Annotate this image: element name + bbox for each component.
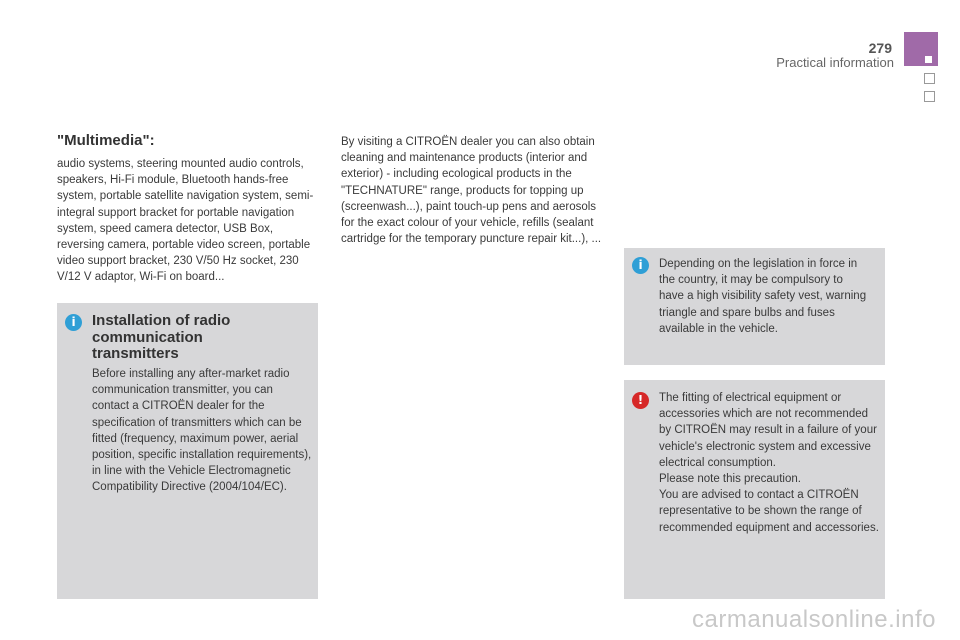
multimedia-heading: "Multimedia": [57,132,155,149]
warning-text [659,390,879,536]
accessories-text: By visiting a CITROËN dealer you can also obtain cleaning and maintenance products (interior and exterior) - including ecological products in the "TECHNATURE" range, products for topping up (screenwash...), paint touch-up pens and aerosols for the exact colour of your vehicle, refills (sealant cartridge for the temporary puncture repair kit...), ... [341,136,602,246]
legislation-text: Depending on the legislation in force in the country, it may be compulsory to have a high visibility safety vest, warning triangle and spare bulbs and fuses available in the vehicle. [659,258,867,335]
warning-line-1: The fitting of electrical equipment or accessories which are not recommended by CITROËN may result in a failure of your vehicle's electronic system and excessive electrical consumption. [659,392,877,469]
warning-icon: ! [632,392,649,409]
footer-watermark: carmanualsonline.info [692,606,936,633]
radio-box-heading: Installation of radio communication transmitters [92,312,231,362]
section-tab-marker [904,32,938,66]
section-title: Practical information [776,55,894,70]
tab-box-2 [924,91,935,102]
tab-box-1 [924,73,935,84]
warning-line-3: You are advised to contact a CITROËN representative to be shown the range of recommended equipment and accessories. [659,489,879,534]
radio-box-text: Before installing any after-market radio communication transmitter, you can contact a CITROËN dealer for the specification of transmitters which can be fitted (frequency, maximum power, aerial position, specific installation requirements), in line with the Vehicle Electromagnetic Compatibility Directive (2004/104/EC). [92,368,312,494]
multimedia-text: audio systems, steering mounted audio controls, speakers, Hi-Fi module, Bluetooth hands-free system, portable satellite navigation system, semi-integral support bracket for portable navigation system, speed camera detector, USB Box, reversing camera, portable video screen, portable video support bracket, 230 V/50 Hz socket, 230 V/12 V adaptor, Wi-Fi on board... [57,158,314,284]
section-tab-dot [925,56,932,63]
info-icon: i [632,257,649,274]
page-number: 279 [868,40,892,56]
info-icon: i [65,314,82,331]
warning-line-2: Please note this precaution. [659,473,801,486]
